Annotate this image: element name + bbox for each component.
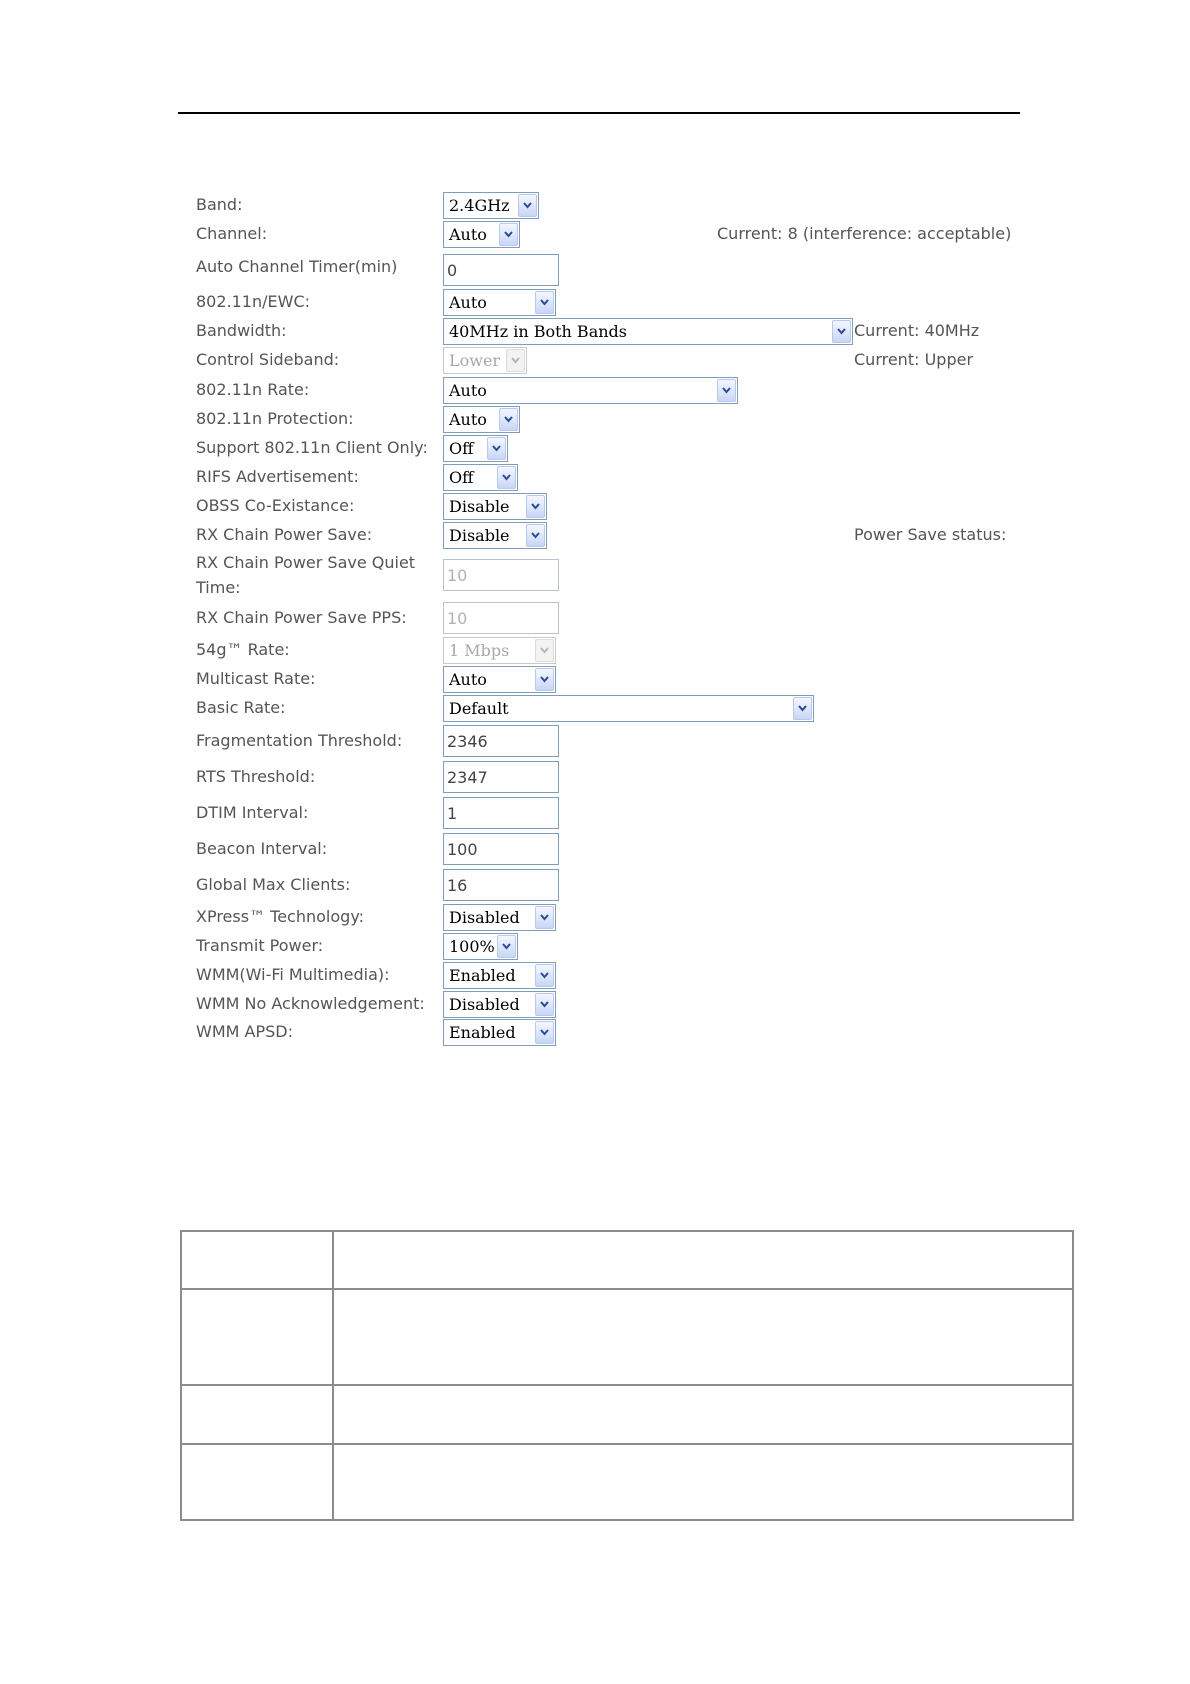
transmit-power-label: Transmit Power:: [196, 936, 324, 955]
basic-rate-value: Default: [449, 699, 509, 718]
n-rate-label: 802.11n Rate:: [196, 380, 310, 399]
auto-channel-timer-value: 0: [447, 261, 458, 280]
transmit-power-select[interactable]: [443, 933, 518, 960]
table-cell: [333, 1444, 1073, 1520]
power-save-status: Power Save status:: [854, 525, 1007, 544]
n-client-only-label: Support 802.11n Client Only:: [196, 438, 428, 457]
n-client-only-value: Off: [449, 439, 474, 458]
rts-threshold-label: RTS Threshold:: [196, 767, 316, 786]
wmm-label: WMM(Wi-Fi Multimedia):: [196, 965, 390, 984]
table-cell: [333, 1231, 1073, 1289]
multicast-rate-select[interactable]: [443, 666, 556, 693]
table-row: [181, 1231, 1073, 1289]
channel-current: Current: 8 (interference: acceptable): [717, 224, 1012, 243]
basic-rate-label: Basic Rate:: [196, 698, 286, 717]
obss-value: Disable: [449, 497, 510, 516]
n-client-only-select[interactable]: [443, 435, 508, 462]
table-cell: [333, 1385, 1073, 1444]
ewc-label: 802.11n/EWC:: [196, 292, 311, 311]
ewc-select[interactable]: [443, 289, 556, 316]
rifs-select[interactable]: [443, 464, 518, 491]
rx-power-save-value: Disable: [449, 526, 510, 545]
chevron-down-icon: [535, 639, 554, 662]
chevron-down-icon: [499, 223, 518, 246]
control-sideband-value: Lower: [449, 351, 501, 370]
control-sideband-current: Current: Upper: [854, 350, 974, 369]
chevron-down-icon: [506, 349, 525, 372]
table-row: [181, 1289, 1073, 1385]
beacon-interval-input[interactable]: [443, 833, 559, 865]
global-max-clients-label: Global Max Clients:: [196, 875, 351, 894]
rx-quiet-time-input: [443, 559, 559, 591]
global-max-clients-value: 16: [447, 876, 468, 895]
bandwidth-select[interactable]: [443, 318, 853, 345]
chevron-down-icon: [526, 524, 545, 547]
rx-power-save-select[interactable]: [443, 522, 547, 549]
g54-rate-value: 1 Mbps: [449, 641, 510, 660]
rx-pps-label: RX Chain Power Save PPS:: [196, 608, 407, 627]
chevron-down-icon: [518, 194, 537, 217]
basic-rate-select[interactable]: [443, 695, 814, 722]
chevron-down-icon: [535, 906, 554, 929]
wmm-apsd-label: WMM APSD:: [196, 1022, 293, 1041]
bandwidth-value: 40MHz in Both Bands: [449, 322, 627, 341]
rx-pps-input: [443, 602, 559, 634]
frag-threshold-label: Fragmentation Threshold:: [196, 731, 403, 750]
wmm-value: Enabled: [449, 966, 516, 985]
rts-threshold-input[interactable]: [443, 761, 559, 793]
ewc-value: Auto: [449, 293, 487, 312]
rifs-label: RIFS Advertisement:: [196, 467, 359, 486]
rifs-value: Off: [449, 468, 474, 487]
chevron-down-icon: [717, 379, 736, 402]
chevron-down-icon: [535, 668, 554, 691]
dtim-interval-value: 1: [447, 804, 458, 823]
table-cell: [181, 1231, 333, 1289]
chevron-down-icon: [487, 437, 506, 460]
band-select[interactable]: [443, 192, 539, 219]
auto-channel-timer-label: Auto Channel Timer(min): [196, 257, 398, 276]
wmm-no-ack-value: Disabled: [449, 995, 520, 1014]
band-label: Band:: [196, 195, 243, 214]
table-cell: [181, 1444, 333, 1520]
chevron-down-icon: [499, 408, 518, 431]
wmm-no-ack-select[interactable]: [443, 991, 556, 1018]
channel-select[interactable]: [443, 221, 520, 248]
rx-quiet-time-label: RX Chain Power Save Quiet Time:: [196, 553, 416, 597]
chevron-down-icon: [535, 1021, 554, 1044]
rx-pps-value: 10: [447, 609, 468, 628]
chevron-down-icon: [497, 935, 516, 958]
frag-threshold-input[interactable]: [443, 725, 559, 757]
wmm-apsd-select[interactable]: [443, 1019, 556, 1046]
channel-label: Channel:: [196, 224, 268, 243]
dtim-interval-input[interactable]: [443, 797, 559, 829]
transmit-power-value: 100%: [449, 937, 495, 956]
wmm-select[interactable]: [443, 962, 556, 989]
table-cell: [333, 1289, 1073, 1385]
bandwidth-label: Bandwidth:: [196, 321, 287, 340]
xpress-select[interactable]: [443, 904, 556, 931]
rts-threshold-value: 2347: [447, 768, 488, 787]
chevron-down-icon: [793, 697, 812, 720]
wmm-apsd-value: Enabled: [449, 1023, 516, 1042]
band-value: 2.4GHz: [449, 196, 510, 215]
multicast-rate-label: Multicast Rate:: [196, 669, 316, 688]
n-rate-value: Auto: [449, 381, 487, 400]
beacon-interval-value: 100: [447, 840, 478, 859]
table-row: [181, 1444, 1073, 1520]
chevron-down-icon: [535, 964, 554, 987]
chevron-down-icon: [535, 291, 554, 314]
rx-power-save-label: RX Chain Power Save:: [196, 525, 373, 544]
g54-rate-label: 54g™ Rate:: [196, 640, 290, 659]
n-protection-label: 802.11n Protection:: [196, 409, 354, 428]
bandwidth-current: Current: 40MHz: [854, 321, 980, 340]
chevron-down-icon: [832, 320, 851, 343]
table-row: [181, 1385, 1073, 1444]
table-cell: [181, 1385, 333, 1444]
xpress-label: XPress™ Technology:: [196, 907, 365, 926]
dtim-interval-label: DTIM Interval:: [196, 803, 309, 822]
multicast-rate-value: Auto: [449, 670, 487, 689]
obss-select[interactable]: [443, 493, 547, 520]
control-sideband-label: Control Sideband:: [196, 350, 340, 369]
table-cell: [181, 1289, 333, 1385]
chevron-down-icon: [526, 495, 545, 518]
xpress-value: Disabled: [449, 908, 520, 927]
global-max-clients-input[interactable]: [443, 869, 559, 901]
g54-rate-select: [443, 637, 556, 664]
beacon-interval-label: Beacon Interval:: [196, 839, 328, 858]
rx-quiet-time-value: 10: [447, 566, 468, 585]
chevron-down-icon: [535, 993, 554, 1016]
channel-value: Auto: [449, 225, 487, 244]
n-protection-select[interactable]: [443, 406, 520, 433]
auto-channel-timer-input[interactable]: [443, 254, 559, 286]
chevron-down-icon: [497, 466, 516, 489]
obss-label: OBSS Co-Existance:: [196, 496, 355, 515]
header-rule: [178, 112, 1020, 114]
description-table: [180, 1230, 1074, 1521]
n-protection-value: Auto: [449, 410, 487, 429]
n-rate-select[interactable]: [443, 377, 738, 404]
frag-threshold-value: 2346: [447, 732, 488, 751]
control-sideband-select: [443, 347, 527, 374]
wmm-no-ack-label: WMM No Acknowledgement:: [196, 994, 425, 1013]
